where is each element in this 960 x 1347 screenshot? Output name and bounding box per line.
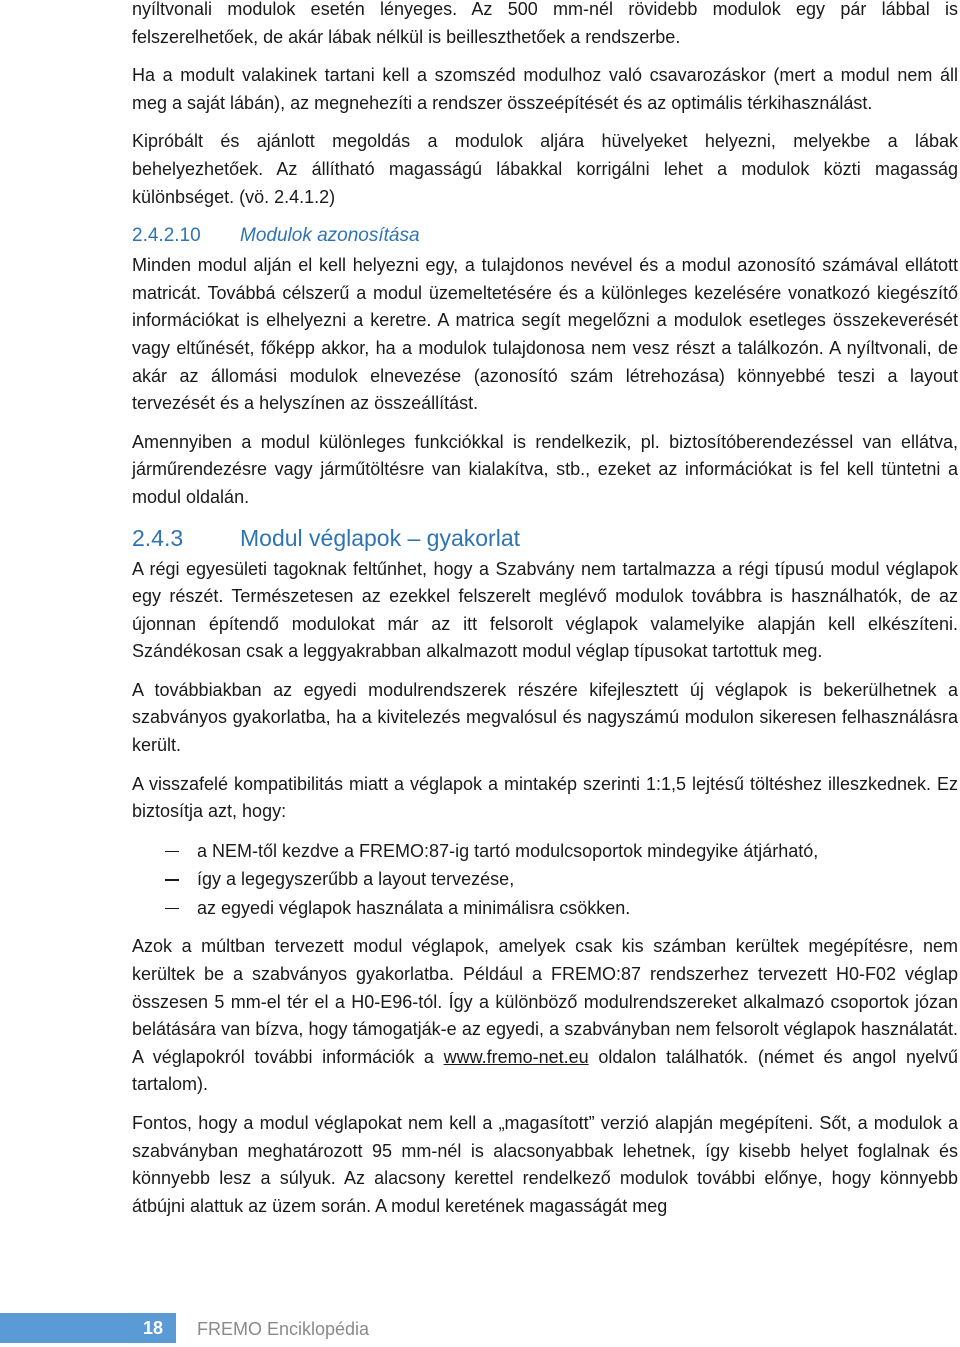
paragraph-text: oldalon találhatók. (német és angol nyelvű tartalom). — [132, 1046, 958, 1095]
dash-bullet-icon — [165, 851, 179, 853]
paragraph: A visszafelé kompatibilitás miatt a véglapok a mintakép szerinti 1:1,5 lejtésű töltéshez illeszkednek. Ez biztosítja azt, hogy: — [132, 773, 958, 822]
dash-bullet-icon — [165, 879, 179, 881]
paragraph: A régi egyesületi tagoknak feltűnhet, hogy a Szabvány nem tartalmazza a régi típusú modul véglapok egy részét. Természetesen az ezekkel felszerelt meglévő modulok továbbra is használhatók, de az újonnan építendő modulokat már az itt felsorolt véglapok valamelyike alapján kell elkészíteni. Szándékosan csak a leggyakrabban alkalmazott modul véglap típusokat tartottuk meg. — [132, 558, 958, 662]
fremo-net-link[interactable]: www.fremo-net.eu — [443, 1046, 589, 1067]
section-heading-2-4-3 — [132, 523, 958, 553]
paragraph — [132, 933, 958, 1099]
section-title: Modulok azonosítása — [240, 225, 420, 247]
section-title: Modul véglapok – gyakorlat — [240, 524, 520, 551]
page-number: 18 — [142, 1318, 164, 1338]
list-item-text: az egyedi véglapok használata a minimálisra csökken. — [197, 897, 631, 918]
paragraph-text: Azok a múltban tervezett modul véglapok, amelyek csak kis számban kerültek megépítésre, nem kerültek be a szabványos gyakorlatba. Például a FREMO:87 rendszerhez tervezett H0-F02 véglap összesen 5 mm-el tér el a H0-E96-tól. Így a különböző modulrendszereket alkalmazó csoportok józan belátására van bízva, hogy támogatják-e az egyedi, a szabványban nem felsorolt véglapok használatát. A véglapokról további információk a — [132, 936, 958, 1067]
paragraph: Amennyiben a modul különleges funkciókkal is rendelkezik, pl. biztosítóberendezéssel van ellátva, járműrendezésre vagy járműtöltésre van kialakítva, stb., ezeket az információkat is fel kell tüntetni a modul oldalán. — [132, 431, 958, 507]
list-item-text: így a legegyszerűbb a layout tervezése, — [197, 869, 515, 890]
paragraph: Fontos, hogy a modul véglapokat nem kell a „magasított” verzió alapján megépíteni. Sőt, a modulok a szabványban meghatározott 95 mm-nél is alacsonyabbak lehetnek, így kisebb helyet foglalnak és könnyebb lesz a súlyuk. Az alacsony kerettel rendelkező modulok további előnye, hogy könnyebb átbújni alattuk az üzem során. A modul keretének magasságát meg — [132, 1112, 958, 1216]
list-item — [132, 837, 958, 866]
list-item-text: a NEM-től kezdve a FREMO:87-ig tartó modulcsoportok mindegyike átjárható, — [197, 840, 819, 861]
paragraph: Minden modul alján el kell helyezni egy, a tulajdonos nevével és a modul azonosító számával ellátott matricát. Továbbá célszerű a modul üzemeltetésére és a különleges kezelésére vonatkozó kiegészítő információkat is elhelyezni a keretre. A matrica segít megelőzni a modulok esetleges összekeverését vagy eltűnését, főképp akkor, ha a modulok tulajdonosa nem vesz részt a találkozón. A nyíltvonali, de akár az állomási modulok elnevezése (azonosító szám létrehozása) könnyebbé teszi a layout tervezését és a helyszínen az összeállítást. — [132, 255, 958, 414]
paragraph: Kipróbált és ajánlott megoldás a modulok aljára hüvelyeket helyezni, melyekbe a lábak behelyezhetőek. Az állítható magasságú lábakkal korrigálni lehet a modulok közti magasság különbséget. (vö. 2.4.1.2) — [132, 131, 958, 207]
section-number: 2.4.2.10 — [132, 225, 201, 247]
section-number: 2.4.3 — [132, 524, 184, 551]
list-item — [132, 865, 958, 894]
page-content — [132, 0, 958, 1220]
list-item — [132, 894, 958, 923]
paragraph: Ha a modult valakinek tartani kell a szomszéd modulhoz való csavarozáskor (mert a modul nem áll meg a saját lábán), az megnehezíti a rendszer összeépítését és az optimális térkihasználást. — [132, 65, 958, 113]
section-heading-2-4-2-10 — [132, 222, 958, 249]
footer-title: FREMO Enciklopédia — [197, 1319, 370, 1339]
paragraph: A továbbiakban az egyedi modulrendszerek részére kifejlesztett új véglapok is bekerülhetnek a szabványos gyakorlatba, ha a kivitelezés megvalósul és nagyszámú modulon sikeresen felhasználásra került. — [132, 679, 958, 756]
dash-list — [132, 837, 958, 923]
paragraph: nyíltvonali modulok esetén lényeges. Az 500 mm-nél rövidebb modulok egy pár lábbal is felszerelhetőek, de akár lábak nélkül is beilleszthetőek a rendszerbe. — [132, 0, 958, 47]
dash-bullet-icon — [165, 908, 179, 910]
